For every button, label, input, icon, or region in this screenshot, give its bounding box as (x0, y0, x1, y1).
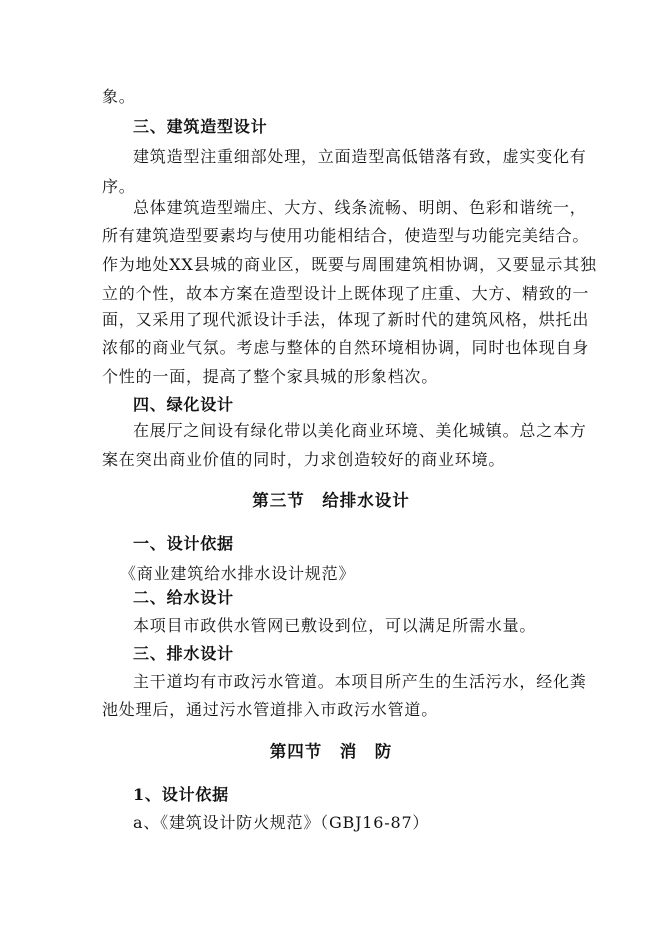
paragraph-line: 在展厅之间设有绿化带以美化商业环境、美化城镇。总之本方 (133, 421, 587, 440)
heading-water-supply-design: 二、给水设计 (133, 588, 234, 607)
citation-line: a、《建筑设计防火规范》（GBJ16-87） (133, 813, 430, 832)
paragraph-line: 序。 (102, 177, 136, 196)
citation-line: 《商业建筑给水排水设计规范》 (120, 564, 356, 583)
paragraph-line: 面，又采用了现代派设计手法，体现了新时代的建筑风格，烘托出 (102, 310, 590, 329)
heading-drainage-design: 三、排水设计 (133, 644, 234, 663)
paragraph-line: 总体建筑造型端庄、大方、线条流畅、明朗、色彩和谐统一， (133, 198, 587, 217)
paragraph-line: 立的个性，故本方案在造型设计上既体现了庄重、大方、精致的一 (102, 284, 590, 303)
heading-fire-design-basis: 1、设计依据 (133, 785, 229, 804)
paragraph-line: 浓郁的商业气氛。考虑与整体的自然环境相协调，同时也体现自身 (102, 338, 590, 357)
paragraph-line: 象。 (102, 87, 136, 106)
paragraph-line: 建筑造型注重细部处理，立面造型高低错落有致，虚实变化有 (133, 147, 587, 166)
section-title-fire-protection: 第四节 消 防 (269, 742, 393, 761)
paragraph-line: 本项目市政供水管网已敷设到位，可以满足所需水量。 (133, 616, 537, 635)
paragraph-line: 池处理后，通过污水管道排入市政污水管道。 (102, 700, 439, 719)
paragraph-line: 主干道均有市政污水管道。本项目所产生的生活污水，经化粪 (133, 672, 587, 691)
heading-design-basis: 一、设计依据 (133, 534, 234, 553)
section-title-water-supply-drainage: 第三节 给排水设计 (252, 491, 410, 510)
paragraph-line: 作为地处XX县城的商业区，既要与周围建筑相协调，又要显示其独 (102, 255, 597, 274)
paragraph-line: 案在突出商业价值的同时，力求创造较好的商业环境。 (102, 450, 506, 469)
paragraph-line: 个性的一面，提高了整个家具城的形象档次。 (102, 367, 439, 386)
paragraph-line: 所有建筑造型要素均与使用功能相结合，使造型与功能完美结合。 (102, 226, 590, 245)
heading-building-form-design: 三、建筑造型设计 (133, 117, 268, 136)
heading-landscaping-design: 四、绿化设计 (133, 395, 234, 414)
